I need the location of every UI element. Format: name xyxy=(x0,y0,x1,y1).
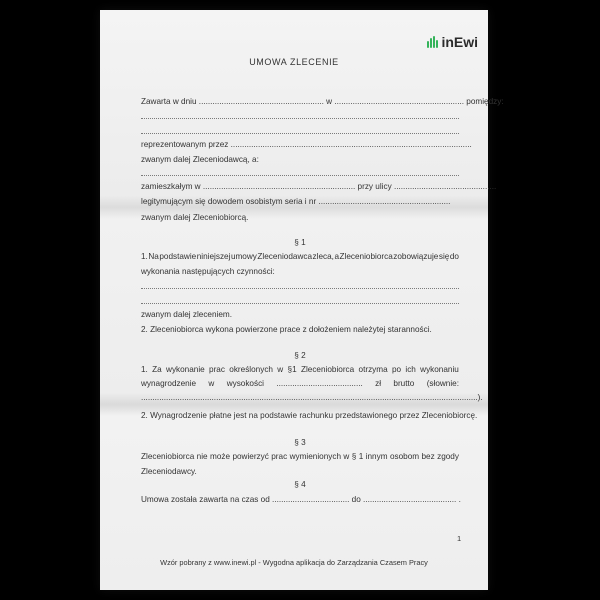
section-1-heading: § 1 xyxy=(294,238,306,247)
paragraph-1-line-1: 1. Na podstawie niniejszej umowy Zleceniodawca zleca, a Zleceniobiorca zobowiązuje się do xyxy=(141,252,459,261)
brand-logo xyxy=(427,34,478,50)
dotted-line-1 xyxy=(141,108,459,119)
document-title: UMOWA ZLECENIE xyxy=(249,57,339,67)
page-number: 1 xyxy=(457,534,462,543)
document-page xyxy=(100,10,504,590)
dotted-line-2 xyxy=(141,123,459,134)
paragraph-4: 2. Wynagrodzenie płatne jest na podstawie rachunku przedstawionego przez Zleceniobiorcę. xyxy=(141,411,478,420)
paragraph-2: 2. Zleceniobiorca wykona powierzone prace z dołożeniem należytej staranności. xyxy=(141,325,432,334)
paragraph-3-line-3: ....................................................................................................................................................). xyxy=(141,393,483,402)
section-2-heading: § 2 xyxy=(294,351,306,360)
paragraph-5-line-1: Zleceniobiorca nie może powierzyć prac wymienionych w § 1 innym osobom bez zgody xyxy=(141,452,459,461)
line-zawarta: Zawarta w dniu ....................................................... w ......................................................... pomiędzy: xyxy=(141,97,504,106)
dotted-line-4 xyxy=(141,278,459,289)
brand-logo-text: inEwi xyxy=(441,34,478,50)
paragraph-5-line-2: Zleceniodawcy. xyxy=(141,467,197,476)
paragraph-1-line-2: wykonania następujących czynności: xyxy=(141,267,275,276)
footer-text: Wzór pobrany z www.inewi.pl - Wygodna aplikacja do Zarządzania Czasem Pracy xyxy=(160,558,428,567)
dotted-line-3 xyxy=(141,165,459,176)
line-legitymujacym: legitymującym się dowodem osobistym seria i nr .......................................................... xyxy=(141,197,451,206)
signal-bars-icon xyxy=(427,36,439,48)
line-zwanym-zleceniodawca: zwanym dalej Zleceniodawcą, a: xyxy=(141,155,259,164)
paragraph-1-line-3: zwanym dalej zleceniem. xyxy=(141,310,233,319)
line-zamieszkalym: zamieszkałym w ................................................................... przy ulicy ............................................. xyxy=(141,182,497,191)
line-reprezentowanym: reprezentowanym przez .......................................................................................................... xyxy=(141,140,472,149)
section-4-heading: § 4 xyxy=(294,480,306,489)
dotted-line-5 xyxy=(141,293,459,304)
paragraph-3-line-2: wynagrodzenie w wysokości ...................................... zł brutto (słownie: xyxy=(141,379,459,388)
paragraph-3-line-1: 1. Za wykonanie prac określonych w §1 Zleceniobiorca otrzyma po ich wykonaniu xyxy=(141,365,459,374)
paragraph-6: Umowa została zawarta na czas od .................................. do ......................................... . xyxy=(141,495,461,504)
section-3-heading: § 3 xyxy=(294,438,306,447)
line-zwanym-zleceniobiorca: zwanym dalej Zleceniobiorcą. xyxy=(141,213,249,222)
